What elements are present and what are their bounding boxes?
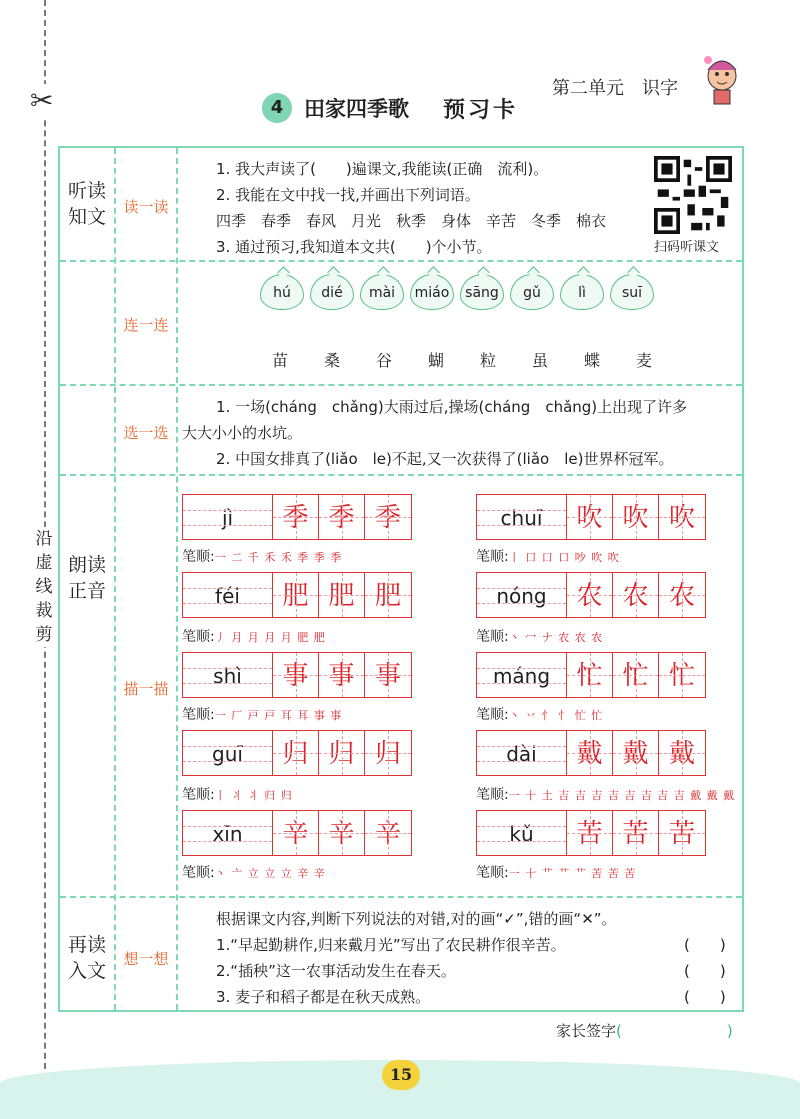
- choice-question-2[interactable]: 2. 中国女排真了(liǎo le)不起,又一次获得了(liǎo le)世界杯冠军。: [216, 450, 674, 468]
- sub-label-trace: 描一描: [123, 680, 169, 698]
- writing-grid[interactable]: nóng 农 农 农: [476, 572, 706, 618]
- section-label-listen: 听读 知文: [67, 180, 106, 228]
- pinyin-cell: chuī: [477, 495, 567, 539]
- pinyin-drop[interactable]: sāng: [460, 274, 504, 310]
- writing-grid[interactable]: máng 忙 忙 忙: [476, 652, 706, 698]
- judge-instruction: 根据课文内容,判断下列说法的对错,对的画“✓”,错的画“✕”。: [216, 910, 617, 928]
- stroke-order: 笔顺:丨 丬 丬 归 归: [182, 787, 293, 803]
- writing-grid[interactable]: dài 戴 戴 戴: [476, 730, 706, 776]
- judge-item-1: 1.“早起勤耕作,归来戴月光”写出了农民耕作很辛苦。: [216, 936, 566, 954]
- title-bar: [262, 92, 518, 124]
- choice-question-1a[interactable]: 1. 一场(cháng chǎng)大雨过后,操场(cháng chǎng)上出现了许多: [216, 398, 688, 416]
- read-count-line: 1. 我大声读了( )遍课文,我能读(正确 流利)。: [216, 160, 549, 178]
- stroke-order: 笔顺:丶 冖 ナ 农 农 农: [476, 629, 604, 645]
- divider: [60, 384, 742, 386]
- qr-code[interactable]: [654, 156, 732, 234]
- pinyin-drop[interactable]: lì: [560, 274, 604, 310]
- scissors-icon: ✂: [30, 84, 54, 117]
- char-sprout[interactable]: 粒: [479, 351, 496, 370]
- writing-grid[interactable]: kǔ 苦 苦 苦: [476, 810, 706, 856]
- pinyin-cell: máng: [477, 653, 567, 697]
- sub-label-read: 读一读: [123, 198, 169, 216]
- card-title: 预习卡: [443, 97, 519, 123]
- divider: [60, 896, 742, 898]
- cut-instruction: 沿虚线裁剪: [32, 527, 56, 647]
- section-label-reread: 再读 入文: [67, 934, 106, 982]
- divider: [60, 260, 742, 262]
- lesson-title: 田家四季歌: [304, 96, 409, 121]
- judge-item-3: 3. 麦子和稻子都是在秋天成熟。: [216, 988, 431, 1006]
- qr-label: 扫码听课文: [654, 240, 720, 255]
- pinyin-cell: xīn: [183, 811, 273, 855]
- pinyin-drop[interactable]: hú: [260, 274, 304, 310]
- stroke-order: 笔顺:一 十 土 吉 吉 吉 吉 吉 吉 吉 吉 戴 戴 戴: [476, 787, 736, 803]
- pinyin-cell: shì: [183, 653, 273, 697]
- mascot-icon: [700, 52, 744, 108]
- stroke-order: 笔顺:一 二 千 禾 禾 季 季 季: [182, 549, 343, 565]
- unit-label: 第二单元 识字: [552, 78, 678, 99]
- char-sprout[interactable]: 麦: [635, 351, 652, 370]
- stroke-order: 笔顺:一 十 艹 艹 艹 苦 苦 苦: [476, 865, 637, 881]
- pinyin-drop[interactable]: suī: [610, 274, 654, 310]
- char-sprout[interactable]: 桑: [323, 351, 340, 370]
- divider: [114, 148, 116, 1010]
- writing-grid[interactable]: jì 季 季 季: [182, 494, 412, 540]
- page-number: 15: [382, 1060, 420, 1090]
- section-label-pronounce: 朗读 正音: [67, 554, 106, 602]
- divider: [60, 474, 742, 476]
- stroke-order: 笔顺:丶 亠 立 立 立 辛 辛: [182, 865, 326, 881]
- pinyin-cell: kǔ: [477, 811, 567, 855]
- writing-grid[interactable]: shì 事 事 事: [182, 652, 412, 698]
- stroke-order: 笔顺:丶 丷 忄 忄 忙 忙: [476, 707, 604, 723]
- stroke-order: 笔顺:丨 口 口 口 吵 吹 吹: [476, 549, 620, 565]
- judge-answer-1[interactable]: ( ): [684, 936, 726, 954]
- pinyin-cell: guī: [183, 731, 273, 775]
- judge-answer-2[interactable]: ( ): [684, 962, 726, 980]
- find-words-line: 2. 我能在文中找一找,并画出下列词语。: [216, 186, 480, 204]
- char-sprout[interactable]: 蝶: [583, 351, 600, 370]
- stroke-order: 笔顺:丿 月 月 月 月 肥 肥: [182, 629, 326, 645]
- stroke-order: 笔顺:一 厂 戸 戸 耳 耳 事 事: [182, 707, 343, 723]
- choice-question-1b: 大大小小的水坑。: [182, 424, 303, 442]
- preview-card: [58, 146, 744, 1012]
- parent-signature[interactable]: 家长签字( ): [556, 1022, 733, 1040]
- sub-label-choose: 选一选: [123, 424, 169, 442]
- char-sprout[interactable]: 虽: [531, 351, 548, 370]
- pinyin-cell: féi: [183, 573, 273, 617]
- word-list[interactable]: 四季 春季 春风 月光 秋季 身体 辛苦 冬季 棉衣: [216, 212, 607, 230]
- char-sprout[interactable]: 谷: [375, 351, 392, 370]
- pinyin-drop[interactable]: gǔ: [510, 274, 554, 310]
- lesson-number: 4: [262, 93, 292, 123]
- judge-answer-3[interactable]: ( ): [684, 988, 726, 1006]
- sub-label-connect: 连一连: [123, 316, 169, 334]
- writing-grid[interactable]: chuī 吹 吹 吹: [476, 494, 706, 540]
- pinyin-drop[interactable]: dié: [310, 274, 354, 310]
- writing-grid[interactable]: guī 归 归 归: [182, 730, 412, 776]
- section-count-line: 3. 通过预习,我知道本文共( )个小节。: [216, 238, 492, 256]
- pinyin-cell: nóng: [477, 573, 567, 617]
- pinyin-drop[interactable]: mài: [360, 274, 404, 310]
- divider: [176, 148, 178, 1010]
- char-sprout[interactable]: 苗: [271, 351, 288, 370]
- char-sprout[interactable]: 蝴: [427, 351, 444, 370]
- pinyin-cell: jì: [183, 495, 273, 539]
- pinyin-drop[interactable]: miáo: [410, 274, 454, 310]
- writing-grid[interactable]: féi 肥 肥 肥: [182, 572, 412, 618]
- writing-grid[interactable]: xīn 辛 辛 辛: [182, 810, 412, 856]
- pinyin-cell: dài: [477, 731, 567, 775]
- judge-item-2: 2.“插秧”这一农事活动发生在春天。: [216, 962, 456, 980]
- sub-label-think: 想一想: [123, 950, 169, 968]
